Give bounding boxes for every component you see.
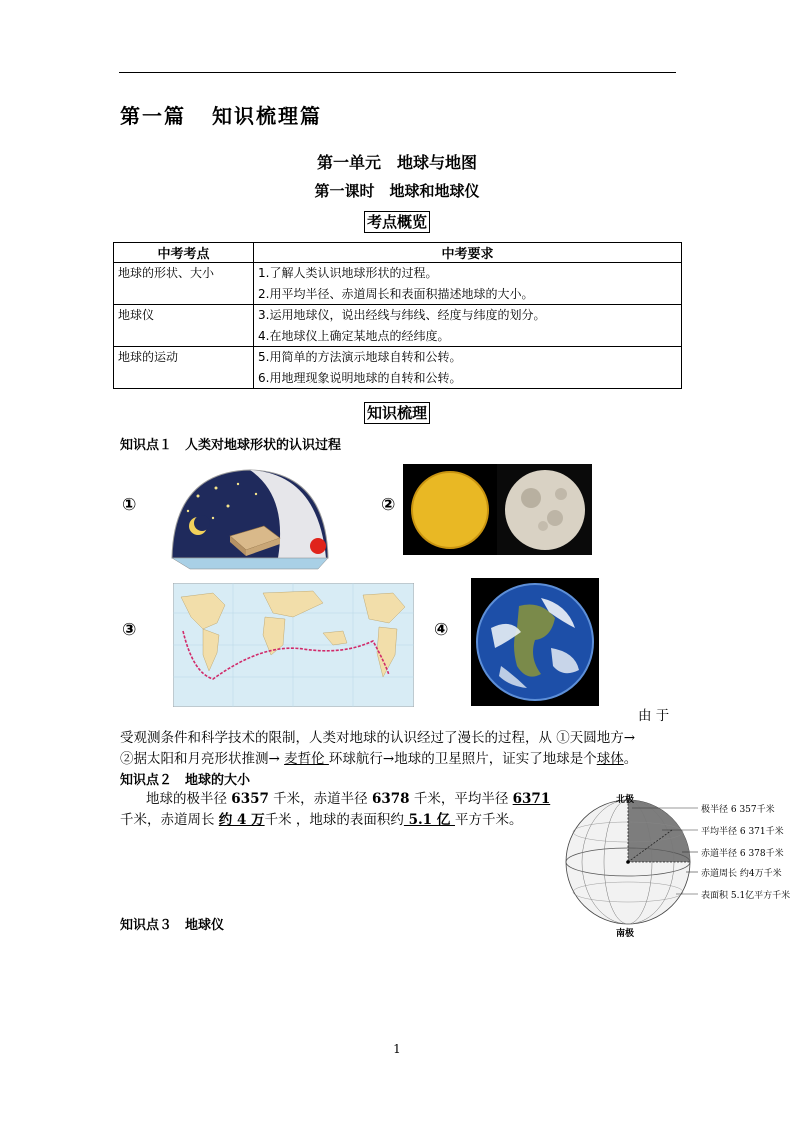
kp2-text: 地球的极半径 bbox=[146, 791, 232, 807]
header-rule bbox=[119, 72, 676, 73]
table-row bbox=[114, 347, 682, 389]
table-cell-topic: 地球的运动 bbox=[114, 347, 254, 389]
mean-radius: 6371 bbox=[512, 791, 551, 807]
equatorial-radius-label: 赤道半径 6 378千米 bbox=[701, 849, 784, 859]
page-number: 1 bbox=[393, 1042, 401, 1056]
table-header-row bbox=[114, 243, 682, 263]
table-cell-requirements bbox=[254, 263, 682, 305]
answer-magellan: 麦哲伦 bbox=[284, 751, 329, 767]
table-header-topic: 中考考点 bbox=[114, 243, 254, 263]
table-row bbox=[114, 305, 682, 347]
requirement-item: 4.在地球仪上确定某地点的经纬度。 bbox=[258, 328, 450, 343]
marker-1: ① bbox=[122, 495, 137, 515]
kp2-text: 千米，赤道周长 bbox=[120, 812, 219, 828]
table-header-requirement: 中考要求 bbox=[254, 243, 682, 263]
requirement-item: 6.用地理现象说明地球的自转和公转。 bbox=[258, 370, 462, 385]
circumference-label: 赤道周长 约4万千米 bbox=[701, 869, 782, 879]
requirement-item: 3.运用地球仪，说出经线与纬线、经度与纬度的划分。 bbox=[258, 308, 546, 322]
requirement-item: 2.用平均半径、赤道周长和表面积描述地球的大小。 bbox=[258, 286, 534, 301]
answer-sphere: 球体 bbox=[596, 751, 624, 767]
part-title bbox=[120, 100, 348, 129]
sun-moon-image bbox=[403, 464, 592, 555]
requirement-item: 5.用简单的方法演示地球自转和公转。 bbox=[258, 350, 462, 364]
kp2-text: 千米，赤道半径 bbox=[268, 791, 372, 807]
kp1-line-2 bbox=[120, 748, 637, 770]
equatorial-radius: 6378 bbox=[371, 791, 410, 807]
overview-heading bbox=[0, 211, 794, 233]
marker-4: ④ bbox=[434, 620, 449, 640]
kp1-title: 知识点１ 人类对地球形状的认识过程 bbox=[120, 438, 342, 453]
overview-table bbox=[113, 242, 682, 389]
surface-area: 5.1 亿 bbox=[403, 812, 455, 828]
kp2-text: 千米 ，地球的表面积约 bbox=[264, 812, 404, 828]
table-cell-topic: 地球的形状、大小 bbox=[114, 263, 254, 305]
part-name: 知识梳理篇 bbox=[212, 104, 322, 128]
table-row bbox=[114, 263, 682, 305]
knowledge-heading bbox=[0, 402, 794, 424]
dome-sky-image bbox=[168, 466, 332, 570]
kp1-text-tail: 由 于 bbox=[638, 708, 670, 724]
earth-satellite-photo bbox=[471, 578, 599, 706]
requirement-item: 1.了解人类认识地球形状的过程。 bbox=[258, 266, 438, 280]
mean-radius-label: 平均半径 6 371千米 bbox=[701, 827, 784, 837]
table-cell-topic: 地球仪 bbox=[114, 305, 254, 347]
kp2-title: 知识点２ 地球的大小 bbox=[120, 773, 251, 788]
north-pole-label: 北极 bbox=[616, 795, 635, 805]
surface-area-label: 表面积 5.1亿平方千米 bbox=[701, 891, 791, 901]
south-pole-label: 南极 bbox=[616, 929, 635, 939]
part-number: 第一篇 bbox=[120, 104, 186, 128]
equator-circumference: 约 4 万 bbox=[218, 812, 265, 828]
kp3-title: 知识点３ 地球仪 bbox=[120, 918, 225, 933]
marker-2: ② bbox=[381, 495, 396, 515]
kp2-line-2 bbox=[120, 809, 522, 831]
kp1-line-1: 受观测条件和科学技术的限制，人类对地球的认识经过了漫长的过程，从 ①天圆地方→ bbox=[120, 730, 636, 746]
kp2-text: 平方千米。 bbox=[454, 812, 523, 828]
kp2-text: 千米，平均半径 bbox=[409, 791, 513, 807]
lesson-title: 第一课时 地球和地球仪 bbox=[314, 182, 480, 200]
marker-3: ③ bbox=[122, 620, 137, 640]
knowledge-label: 知识梳理 bbox=[364, 402, 430, 424]
overview-label: 考点概览 bbox=[364, 211, 430, 233]
magellan-route-map bbox=[173, 583, 414, 707]
unit-title: 第一单元 地球与地图 bbox=[316, 153, 477, 172]
polar-radius-label: 极半径 6 357千米 bbox=[701, 805, 775, 815]
table-cell-requirements bbox=[254, 347, 682, 389]
kp1-line-2-a: ②据太阳和月亮形状推测→ bbox=[120, 751, 285, 767]
table-cell-requirements bbox=[254, 305, 682, 347]
kp1-line-2-c: 。 bbox=[623, 751, 638, 767]
polar-radius: 6357 bbox=[231, 791, 269, 807]
kp1-line-2-b: 环球航行→地球的卫星照片，证实了地球是个 bbox=[328, 751, 597, 767]
kp2-line-1 bbox=[146, 788, 550, 810]
